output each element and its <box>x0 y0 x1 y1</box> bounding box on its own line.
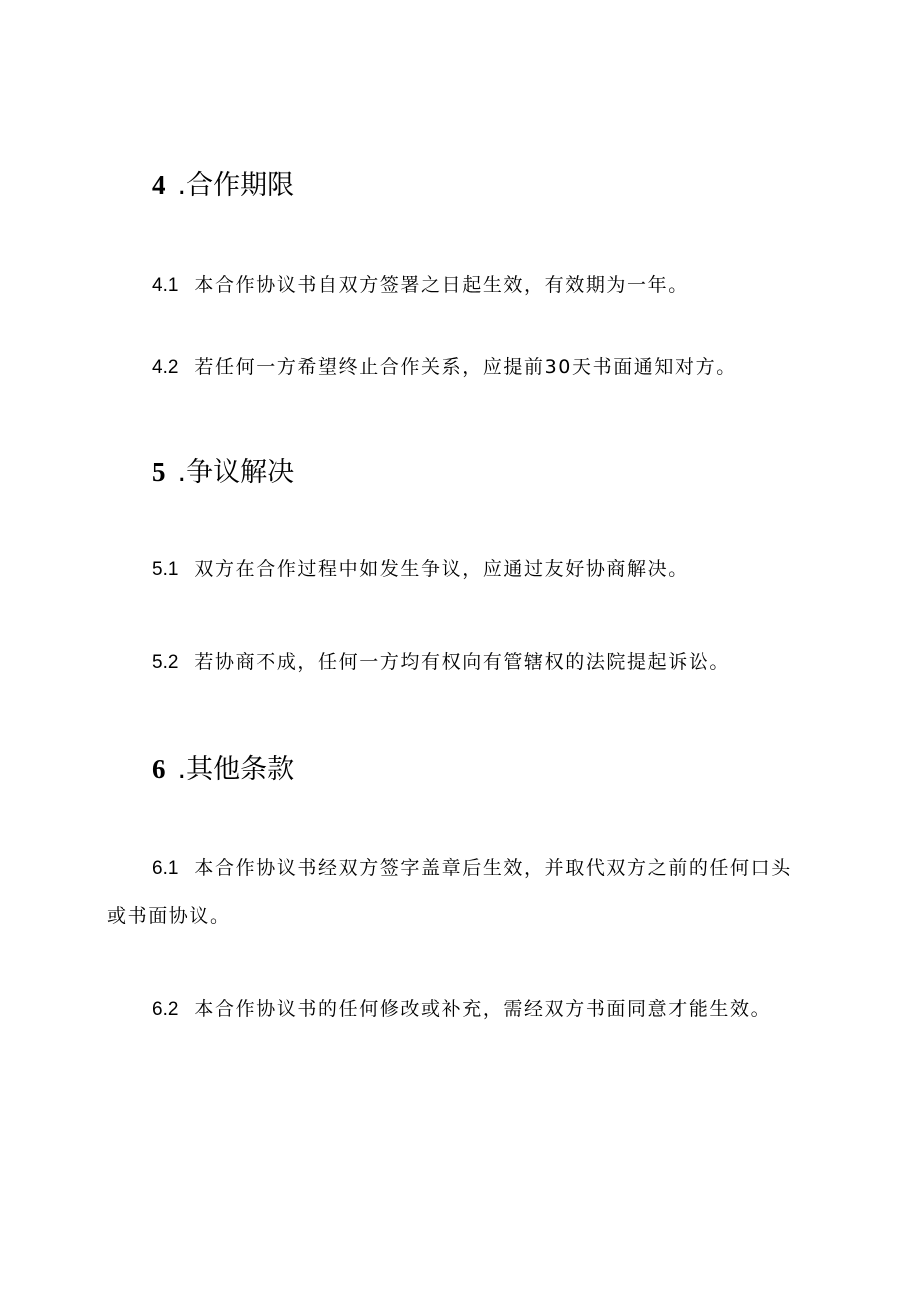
clause-text: 若协商不成，任何一方均有权向有管辖权的法院提起诉讼。 <box>194 651 731 673</box>
section-heading-6 <box>152 752 294 787</box>
clause-number: 5.2 <box>152 652 179 673</box>
clause-6-1 <box>152 855 792 882</box>
clause-5-1 <box>152 556 689 583</box>
clause-4-2 <box>152 354 737 381</box>
section-number: 5 <box>152 457 166 487</box>
section-title: .争议解决 <box>177 457 295 488</box>
clause-number: 6.1 <box>152 858 179 879</box>
clause-text-line-1: 本合作协议书经双方签字盖章后生效，并取代双方之前的任何口头 <box>194 857 792 879</box>
clause-text: 本合作协议书自双方签署之日起生效，有效期为一年。 <box>194 274 689 296</box>
clause-text-line-2: 或书面协议。 <box>107 905 231 927</box>
clause-number: 4.1 <box>152 275 179 296</box>
clause-5-2 <box>152 649 730 676</box>
clause-6-1-continuation <box>107 903 231 929</box>
clause-number: 6.2 <box>152 999 179 1020</box>
clause-text: 本合作协议书的任何修改或补充，需经双方书面同意才能生效。 <box>194 998 772 1020</box>
section-number: 4 <box>152 170 166 200</box>
section-heading-5 <box>152 455 294 490</box>
section-title: .合作期限 <box>177 170 295 201</box>
clause-4-1 <box>152 272 689 299</box>
clause-6-2 <box>152 996 771 1023</box>
section-number: 6 <box>152 754 166 784</box>
clause-text: 双方在合作过程中如发生争议，应通过友好协商解决。 <box>194 558 689 580</box>
clause-text: 若任何一方希望终止合作关系，应提前30天书面通知对方。 <box>194 356 737 378</box>
clause-number: 4.2 <box>152 357 179 378</box>
section-title: .其他条款 <box>177 754 295 785</box>
clause-number: 5.1 <box>152 559 179 580</box>
section-heading-4 <box>152 168 294 203</box>
